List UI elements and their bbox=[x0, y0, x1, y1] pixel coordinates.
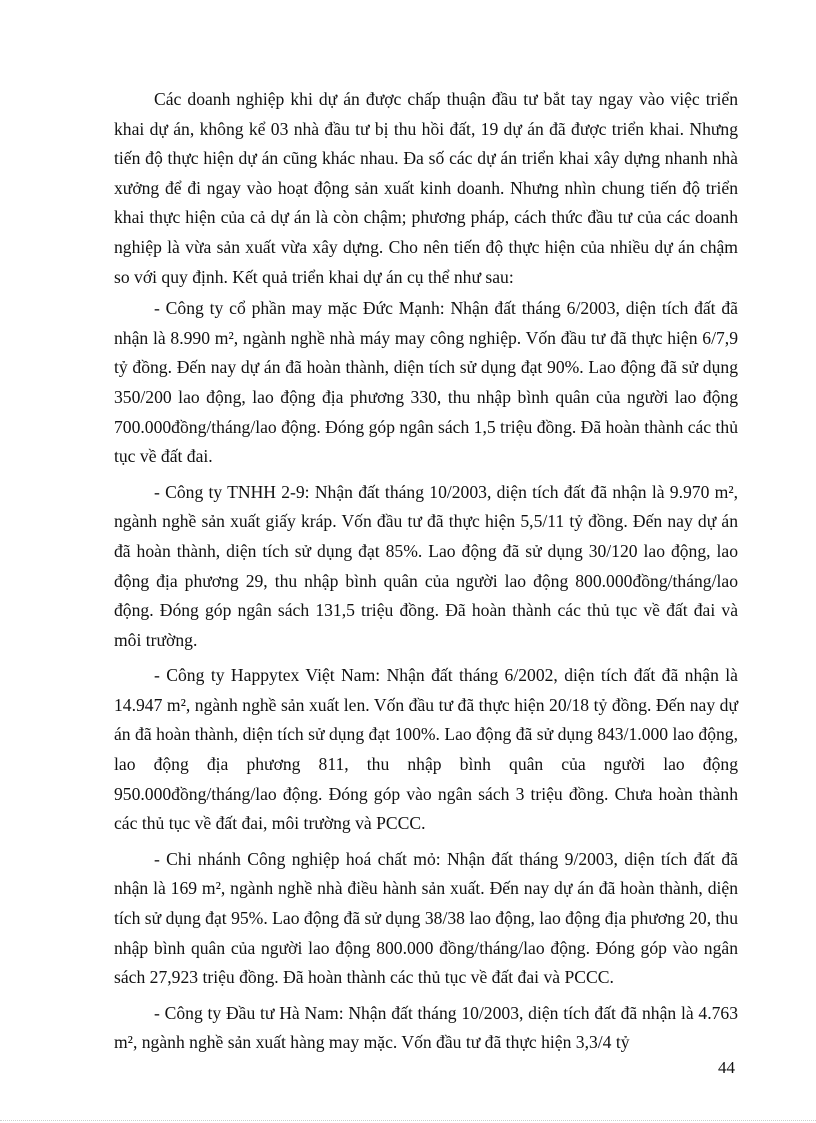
paragraph-happytex: - Công ty Happytex Việt Nam: Nhận đất tháng 6/2002, diện tích đất đã nhận là 14.947 m², ngành nghề sản xuất len. Vốn đầu tư đã thực hiện 20/18 tỷ đồng. Đến nay dự án đã hoàn thành, diện tích sử dụng đạt 100%. Lao động đã sử dụng 843/1.000 lao động, lao động địa phương 811, thu nhập bình quân của người lao động 950.000đồng/tháng/lao động. Đóng góp vào ngân sách 3 triệu đồng. Chưa hoàn thành các thủ tục về đất đai, môi trường và PCCC. bbox=[114, 665, 738, 834]
page-bottom-divider bbox=[0, 1120, 816, 1121]
document-body bbox=[114, 85, 738, 1064]
paragraph-intro: Các doanh nghiệp khi dự án được chấp thuận đầu tư bắt tay ngay vào việc triển khai dự án, không kể 03 nhà đầu tư bị thu hồi đất, 19 dự án đã được triển khai. Nhưng tiến độ thực hiện dự án cũng khác nhau. Đa số các dự án triển khai xây dựng nhanh nhà xưởng để đi ngay vào hoạt động sản xuất kinh doanh. Nhưng nhìn chung tiến độ triển khai thực hiện của cả dự án là còn chậm; phương pháp, cách thức đầu tư của các doanh nghiệp là vừa sản xuất vừa xây dựng. Cho nên tiến độ thực hiện của nhiều dự án chậm so với quy định. Kết quả triển khai dự án cụ thể như sau: bbox=[114, 89, 738, 287]
paragraph-dau-tu-ha-nam: - Công ty Đầu tư Hà Nam: Nhận đất tháng 10/2003, diện tích đất đã nhận là 4.763 m², ngành nghề sản xuất hàng may mặc. Vốn đầu tư đã thực hiện 3,3/4 tỷ bbox=[114, 1002, 738, 1053]
paragraph-tnhh-2-9: - Công ty TNHH 2-9: Nhận đất tháng 10/2003, diện tích đất đã nhận là 9.970 m², ngành nghề sản xuất giấy kráp. Vốn đầu tư đã thực hiện 5,5/11 tỷ đồng. Đến nay dự án đã hoàn thành, diện tích sử dụng đạt 85%. Lao động đã sử dụng 30/120 lao động, lao động địa phương 29, thu nhập bình quân của người lao động 800.000đồng/tháng/lao động. Đóng góp ngân sách 131,5 triệu đồng. Đã hoàn thành các thủ tục về đất đai và môi trường. bbox=[114, 481, 738, 650]
paragraph-hoa-chat-mo: - Chi nhánh Công nghiệp hoá chất mỏ: Nhận đất tháng 9/2003, diện tích đất đã nhận là 169 m², ngành nghề nhà điều hành sản xuất. Đến nay dự án đã hoàn thành, diện tích sử dụng đạt 95%. Lao động đã sử dụng 38/38 lao động, lao động địa phương 20, thu nhập bình quân của người lao động 800.000 đồng/tháng/lao động. Đóng góp vào ngân sách 27,923 triệu đồng. Đã hoàn thành các thủ tục về đất đai và PCCC. bbox=[114, 848, 738, 988]
page-number: 44 bbox=[718, 1058, 735, 1077]
paragraph-duc-manh: - Công ty cổ phần may mặc Đức Mạnh: Nhận đất tháng 6/2003, diện tích đất đã nhận là 8.990 m², ngành nghề nhà máy may công nghiệp. Vốn đầu tư đã thực hiện 6/7,9 tỷ đồng. Đến nay dự án đã hoàn thành, diện tích sử dụng đạt 90%. Lao động đã sử dụng 350/200 lao động, lao động địa phương 330, thu nhập bình quân của người lao động 700.000đồng/tháng/lao động. Đóng góp ngân sách 1,5 triệu đồng. Đã hoàn thành các thủ tục về đất đai. bbox=[114, 298, 738, 467]
